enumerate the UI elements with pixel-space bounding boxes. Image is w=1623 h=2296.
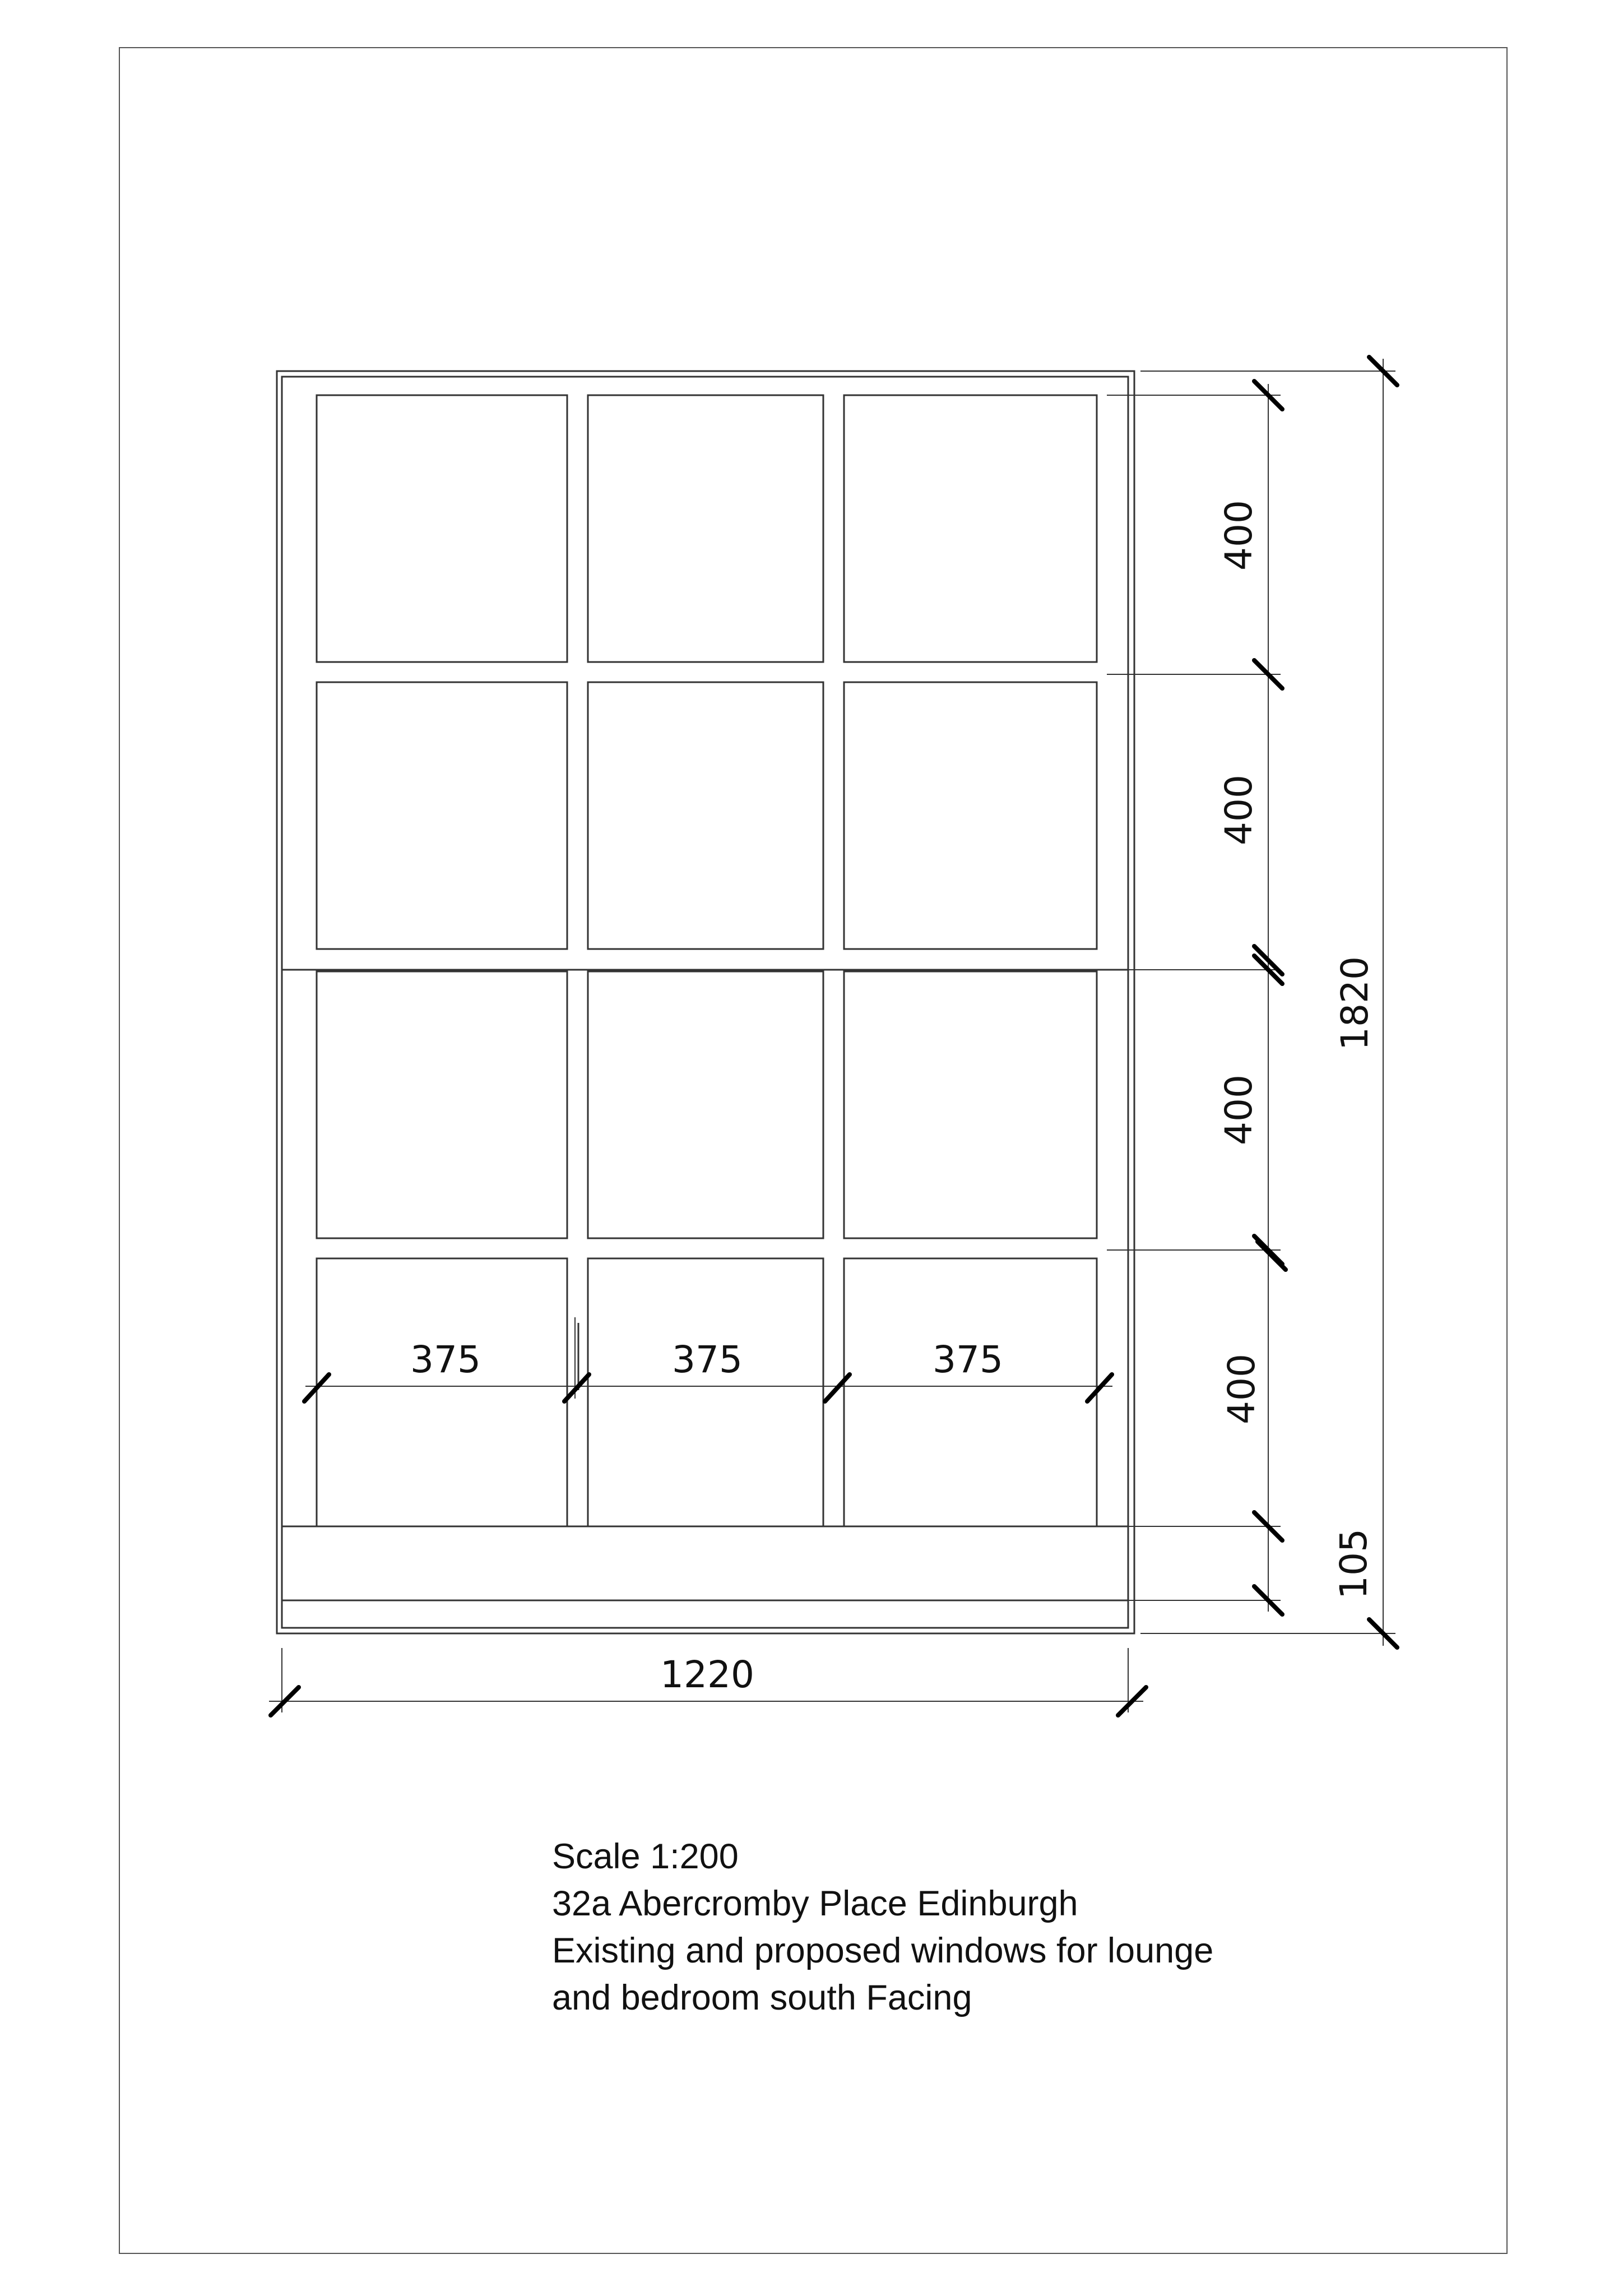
pane-width-3-label: 375 [933, 1338, 1003, 1381]
pane-r1-c3 [844, 395, 1097, 662]
description-line-2: and bedroom south Facing [552, 1978, 972, 2017]
pane-r4-c1 [317, 1258, 567, 1526]
tick [564, 1374, 589, 1401]
pane-r2-c3 [844, 682, 1097, 949]
pane-height-4-label: 400 [1220, 1354, 1263, 1424]
overall-height-label: 1820 [1333, 956, 1376, 1050]
pane-r3-c2 [588, 971, 823, 1238]
pane-height-2-label: 400 [1217, 775, 1260, 845]
scale-text: Scale 1:200 [552, 1837, 739, 1876]
sill-height-label: 105 [1332, 1529, 1375, 1599]
pane-r2-c2 [588, 682, 823, 949]
pane-r4-c2 [588, 1258, 823, 1526]
outer-frame [277, 371, 1134, 1633]
inner-frame [282, 377, 1128, 1628]
overall-width-label: 1220 [660, 1653, 754, 1696]
pane-height-3-label: 400 [1217, 1075, 1260, 1145]
pane-r2-c1 [317, 682, 567, 949]
title-block [552, 1833, 1393, 2021]
pane-r4-c3 [844, 1258, 1097, 1526]
pane-r1-c2 [588, 395, 823, 662]
pane-width-1-label: 375 [410, 1338, 481, 1381]
address-text: 32a Abercromby Place Edinburgh [552, 1884, 1078, 1923]
pane-height-1-label: 400 [1217, 500, 1260, 571]
pane-width-2-label: 375 [672, 1338, 743, 1381]
tick [825, 1374, 850, 1401]
pane-r3-c3 [844, 971, 1097, 1238]
description-line-1: Existing and proposed windows for lounge [552, 1931, 1214, 1970]
tick [1087, 1374, 1112, 1401]
window-frame [277, 371, 1134, 1633]
pane-r1-c1 [317, 395, 567, 662]
tick [1258, 1242, 1286, 1270]
pane-r3-c1 [317, 971, 567, 1238]
